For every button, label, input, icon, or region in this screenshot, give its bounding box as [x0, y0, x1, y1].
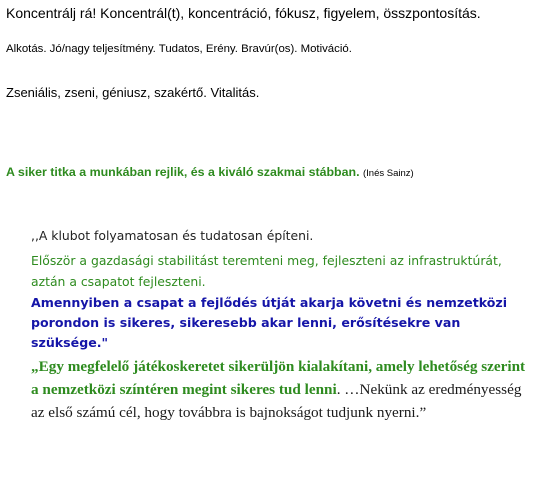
club-quote-championship: . …Nekünk az eredményesség az első számú cél, hogy továbbra is bajnokságot tudjunk nyerni.”	[31, 381, 522, 421]
club-quote-squad: „Egy megfelelő játékoskeretet sikerüljön kialakítani, amely lehetőség szerint a nemzetközi színtéren megint sikeres tud lenni	[31, 358, 526, 398]
success-quote-line	[6, 165, 414, 179]
success-quote-text: A siker titka a munkában rejlik, és a kiváló szakmai stábban.	[6, 165, 360, 179]
genius-line: Zseniális, zseni, géniusz, szakértő. Vitalitás.	[6, 85, 260, 100]
quote-author: (Inés Sainz)	[362, 168, 414, 179]
club-quote-intro: ,,A klubot folyamatosan és tudatosan építeni.	[31, 228, 314, 243]
achievement-line: Alkotás. Jó/nagy teljesítmény. Tudatos, Erény. Bravúr(os). Motiváció.	[6, 43, 352, 55]
club-quote-stability: Először a gazdasági stabilitást teremteni meg, fejleszteni az infrastruktúrát, aztán a csapatot fejleszteni.	[31, 253, 502, 289]
club-quote-reinforcement: Amennyiben a csapat a fejlődés útját akarja követni és nemzetközi porondon is sikeres, sikeresebb akar lenni, erősítésekre van szüksége."	[31, 295, 508, 350]
concentration-line: Koncentrálj rá! Koncentrál(t), koncentráció, fókusz, figyelem, összpontosítás.	[6, 5, 481, 21]
club-quote-success	[31, 355, 531, 424]
